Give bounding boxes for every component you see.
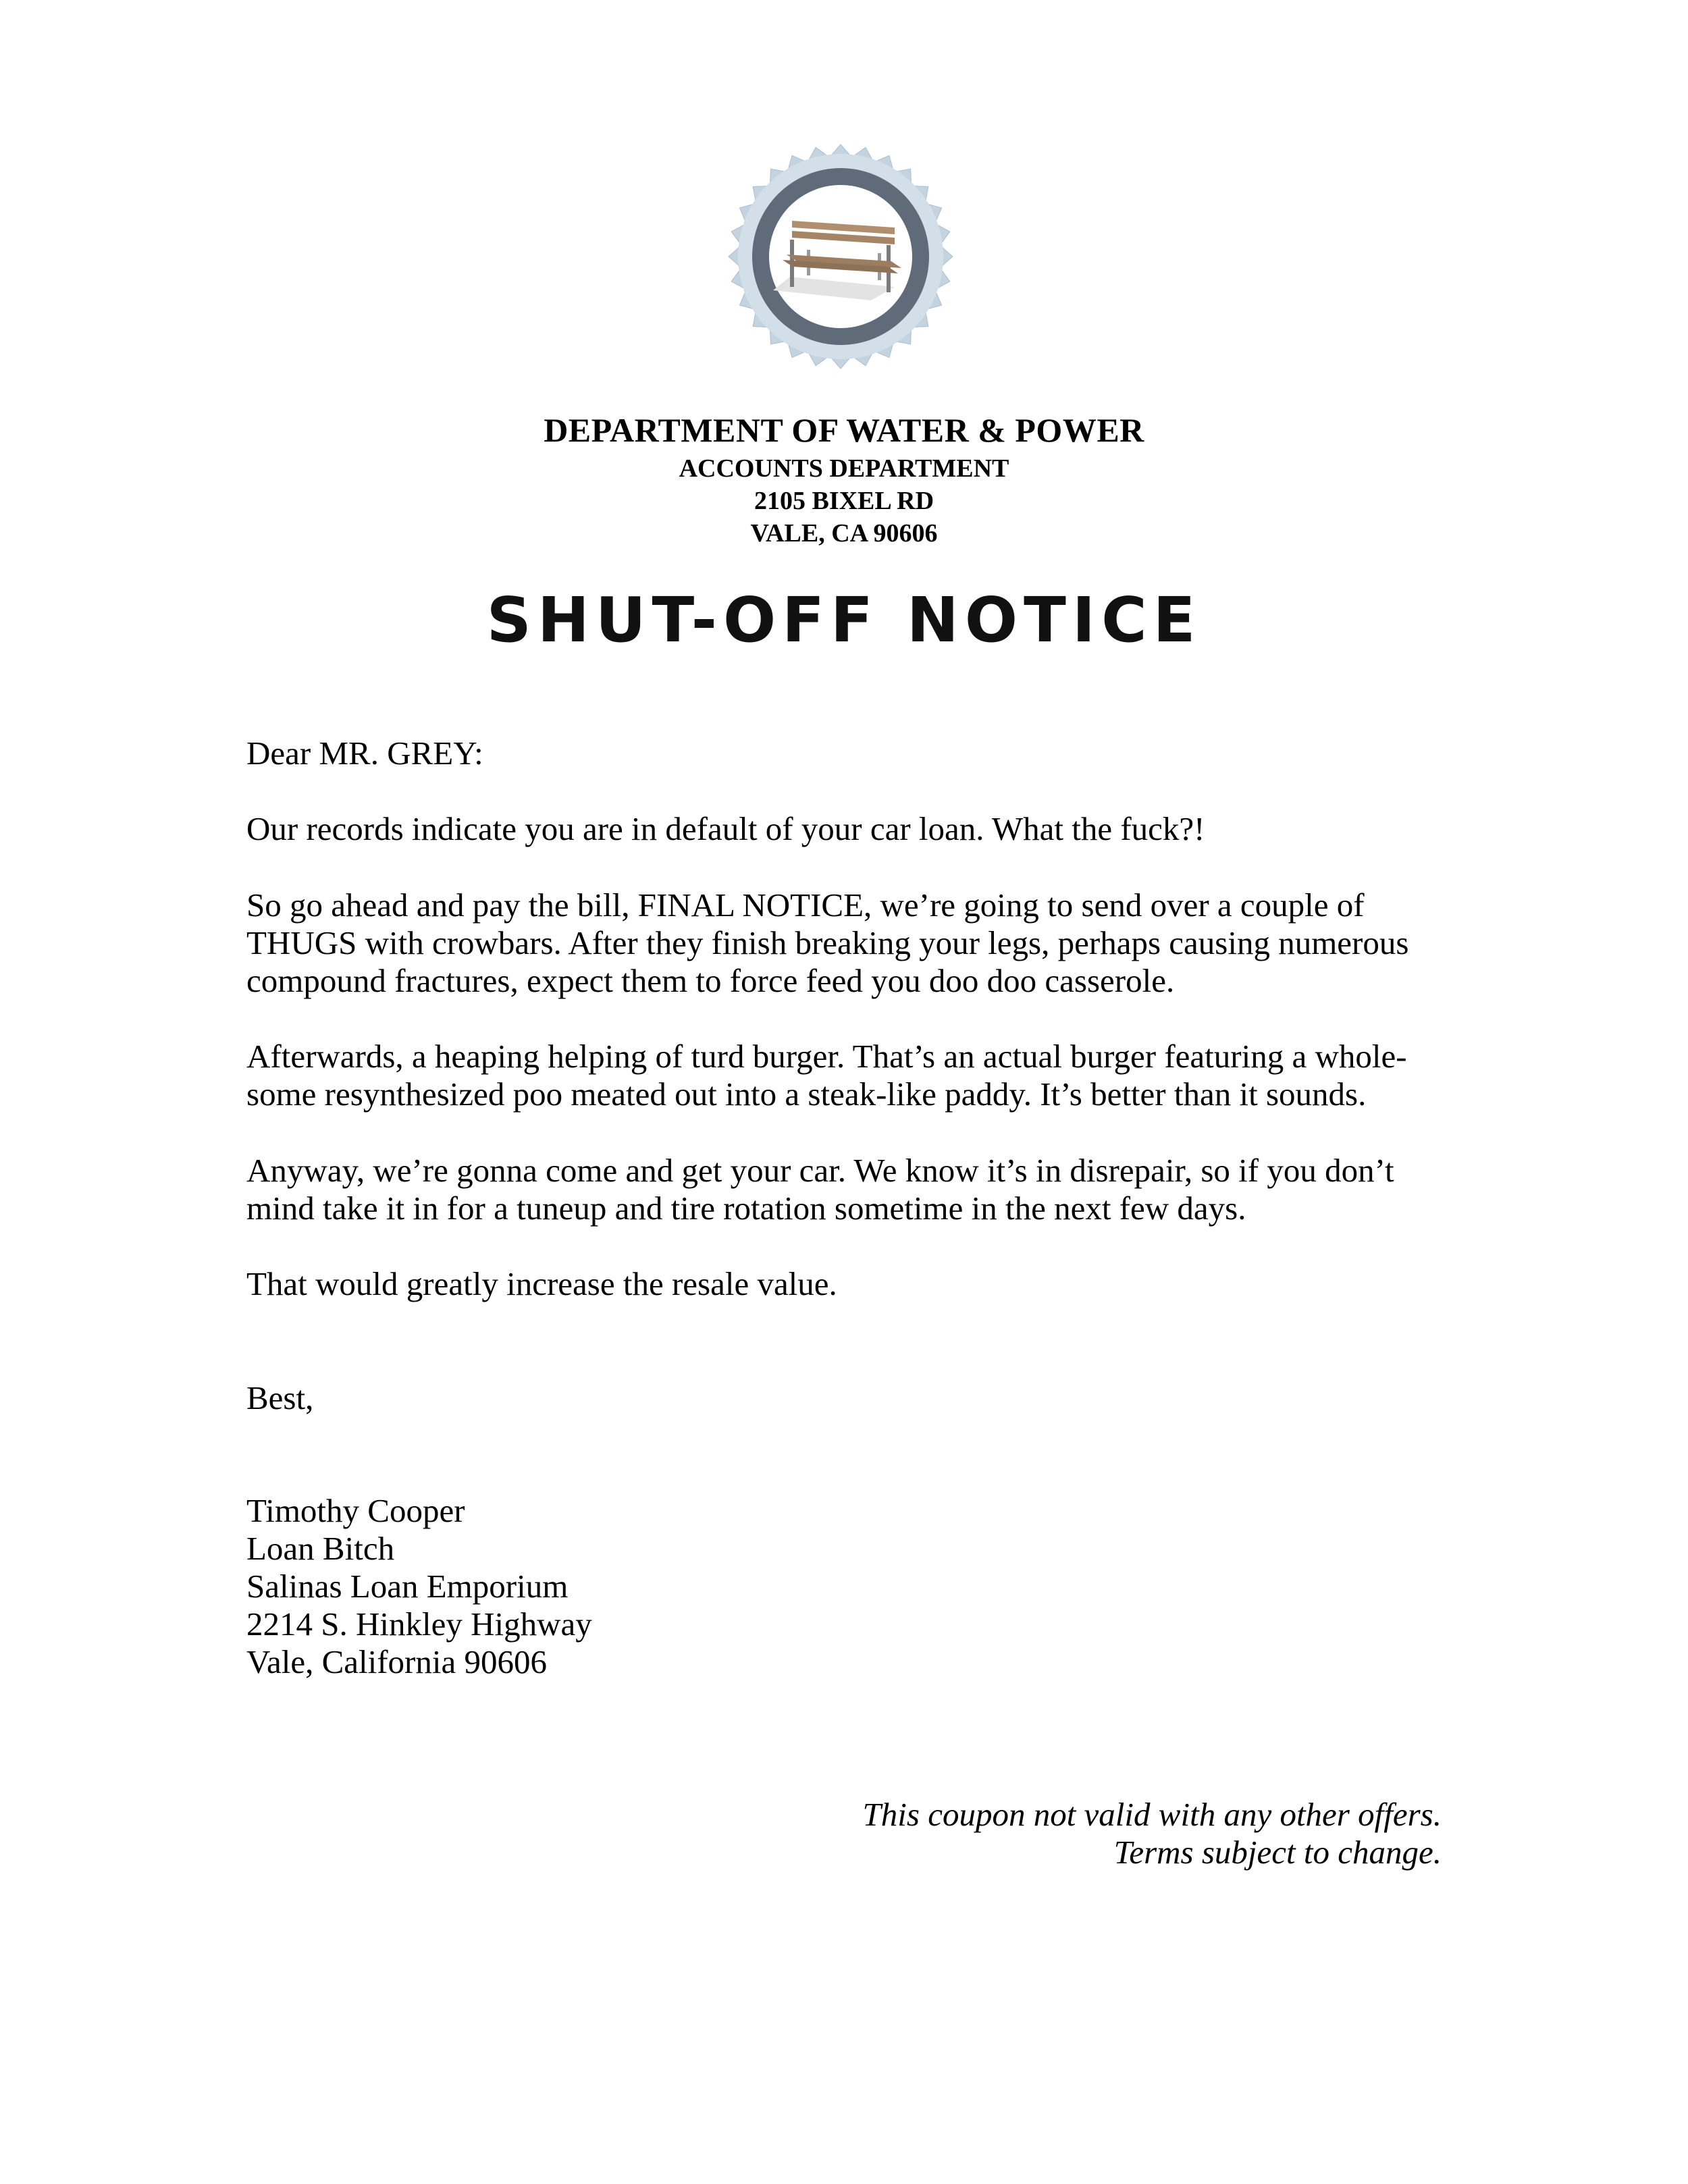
page-title: SHUT-OFF NOTICE	[486, 584, 1202, 656]
salutation: Dear MR. GREY:	[246, 735, 483, 772]
paragraph-line: Anyway, we’re gonna come and get your car. We know it’s in disrepair, so if you don’t	[246, 1152, 1394, 1189]
closing: Best,	[246, 1379, 314, 1416]
paragraph-line: some resynthesized poo meated out into a steak-like paddy. It’s better than it sounds.	[246, 1075, 1367, 1113]
disclaimer-line: This coupon not valid with any other offers.	[862, 1796, 1442, 1833]
paragraph-line: THUGS with crowbars. After they finish breaking your legs, perhaps causing numerous	[246, 924, 1409, 961]
signer-title: Loan Bitch	[246, 1530, 395, 1567]
paragraph-line: Afterwards, a heaping helping of turd burger. That’s an actual burger featuring a whole-	[246, 1038, 1407, 1075]
signer-company: Salinas Loan Emporium	[246, 1568, 569, 1605]
city-address: VALE, CA 90606	[750, 519, 938, 548]
paragraph-line: Our records indicate you are in default of your car loan. What the fuck?!	[246, 810, 1205, 847]
signer-name: Timothy Cooper	[246, 1492, 465, 1529]
paragraph-line: mind take it in for a tuneup and tire rotation sometime in the next few days.	[246, 1190, 1246, 1227]
park-bench-seal-icon	[726, 138, 955, 375]
signer-city: Vale, California 90606	[246, 1643, 547, 1680]
signer-address: 2214 S. Hinkley Highway	[246, 1605, 592, 1643]
street-address: 2105 BIXEL RD	[754, 487, 934, 515]
paragraph-line: So go ahead and pay the bill, FINAL NOTICE, we’re going to send over a couple of	[246, 886, 1365, 924]
paragraph-line: That would greatly increase the resale value.	[246, 1265, 837, 1302]
organization-name: DEPARTMENT OF WATER & POWER	[544, 411, 1144, 449]
paragraph-line: compound fractures, expect them to force feed you doo doo casserole.	[246, 962, 1175, 999]
disclaimer-line: Terms subject to change.	[1113, 1834, 1442, 1871]
department-name: ACCOUNTS DEPARTMENT	[679, 454, 1009, 483]
